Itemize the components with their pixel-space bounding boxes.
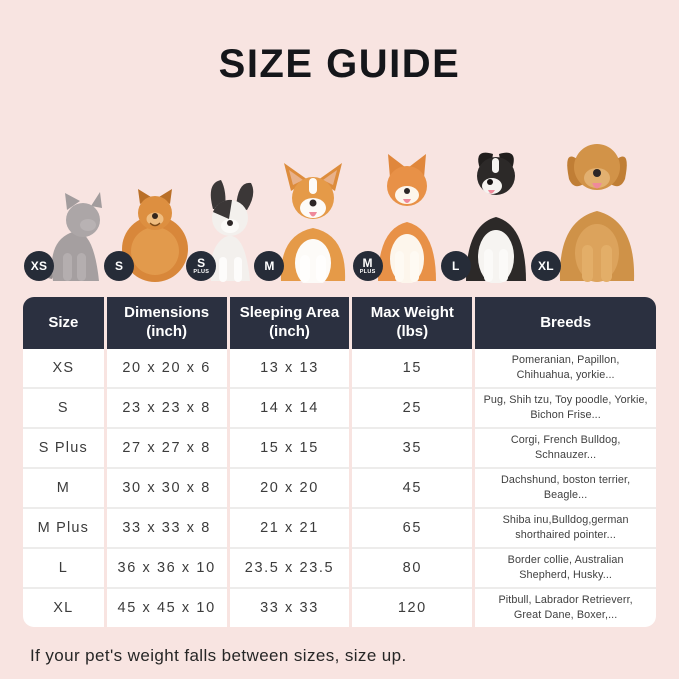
table-row (23, 349, 656, 389)
breeds-cell: Pug, Shih tzu, Toy poodle, Yorkie, Bichon Frise... (475, 389, 656, 429)
table-row (23, 469, 656, 509)
size-badge-s (104, 251, 134, 281)
pet-border-collie (453, 145, 539, 283)
header-line: Dimensions (124, 304, 210, 322)
dimensions-cell: 45 x 45 x 10 (107, 589, 227, 627)
max-weight-cell: 120 (352, 589, 472, 627)
header-line: (lbs) (396, 323, 429, 340)
pet-corgi (266, 161, 360, 283)
page-title: SIZE GUIDE (218, 42, 461, 86)
max-weight-cell: 35 (352, 429, 472, 469)
badge-label: XL (537, 258, 554, 273)
header-line: (inch) (146, 323, 188, 340)
header-line: Max Weight (370, 304, 454, 322)
dimensions-cell: 36 x 36 x 10 (107, 549, 227, 589)
max-weight-cell: 80 (352, 549, 472, 589)
size-cell: S Plus (23, 429, 104, 469)
pet-shiba-inu (359, 151, 449, 283)
max-weight-cell: 45 (352, 469, 472, 509)
dimensions-cell: 30 x 30 x 8 (107, 469, 227, 509)
max-weight-cell: 15 (352, 349, 472, 389)
pet-pomeranian (116, 185, 194, 283)
size-badge-l (441, 251, 471, 281)
sleeping-area-cell: 20 x 20 (230, 469, 350, 509)
size-table-container (20, 297, 659, 627)
sizing-note: If your pet's weight falls between sizes, size up. (30, 646, 407, 665)
badge-label: L (451, 258, 460, 273)
size-badge-xs (24, 251, 54, 281)
sleeping-area-cell: 15 x 15 (230, 429, 350, 469)
size-badge-m-plus (353, 251, 383, 281)
header-max-weight (352, 297, 472, 349)
sleeping-area-cell: 21 x 21 (230, 509, 350, 549)
breeds-cell: Corgi, French Bulldog, Schnauzer... (475, 429, 656, 469)
table-row (23, 389, 656, 429)
size-cell: M Plus (23, 509, 104, 549)
badge-sub-label: PLUS (193, 268, 210, 275)
pet-golden-retriever (537, 133, 651, 283)
pets-row (30, 131, 651, 283)
max-weight-cell: 25 (352, 389, 472, 429)
header-dimensions (107, 297, 227, 349)
badge-label: M (264, 258, 275, 273)
dimensions-cell: 27 x 27 x 8 (107, 429, 227, 469)
header-breeds (475, 297, 656, 349)
badge-label: M (362, 255, 373, 270)
badge-label: S (115, 258, 124, 273)
size-cell: L (23, 549, 104, 589)
pet-cat (30, 191, 112, 283)
size-badge-xl (531, 251, 561, 281)
size-cell: XS (23, 349, 104, 389)
table-row (23, 549, 656, 589)
size-cell: XL (23, 589, 104, 627)
breeds-cell: Dachshund, boston terrier, Beagle... (475, 469, 656, 509)
sleeping-area-cell: 23.5 x 23.5 (230, 549, 350, 589)
size-cell: M (23, 469, 104, 509)
header-size (23, 297, 104, 349)
size-guide-table (20, 297, 659, 627)
sleeping-area-cell: 14 x 14 (230, 389, 350, 429)
header-line: Breeds (540, 313, 592, 331)
header-sleeping-area (230, 297, 350, 349)
sleeping-area-cell: 33 x 33 (230, 589, 350, 627)
breeds-cell: Shiba inu,Bulldog,german shorthaired pointer... (475, 509, 656, 549)
table-row (23, 589, 656, 627)
dimensions-cell: 33 x 33 x 8 (107, 509, 227, 549)
badge-sub-label: PLUS (359, 268, 376, 275)
max-weight-cell: 65 (352, 509, 472, 549)
header-line: Size (48, 313, 79, 331)
breeds-cell: Pitbull, Labrador Retrieverr, Great Dane, Boxer,... (475, 589, 656, 627)
pet-french-bulldog (193, 177, 262, 283)
sleeping-area-cell: 13 x 13 (230, 349, 350, 389)
badge-label: S (197, 255, 206, 270)
breeds-cell: Border collie, Australian Shepherd, Husky... (475, 549, 656, 589)
breeds-cell: Pomeranian, Papillon, Chihuahua, yorkie... (475, 349, 656, 389)
table-row (23, 509, 656, 549)
dimensions-cell: 23 x 23 x 8 (107, 389, 227, 429)
header-line: Sleeping Area (239, 304, 340, 322)
badge-label: XS (30, 258, 48, 273)
table-header-row (23, 297, 656, 349)
table-row (23, 429, 656, 469)
size-cell: S (23, 389, 104, 429)
dimensions-cell: 20 x 20 x 6 (107, 349, 227, 389)
header-line: (inch) (269, 323, 310, 340)
